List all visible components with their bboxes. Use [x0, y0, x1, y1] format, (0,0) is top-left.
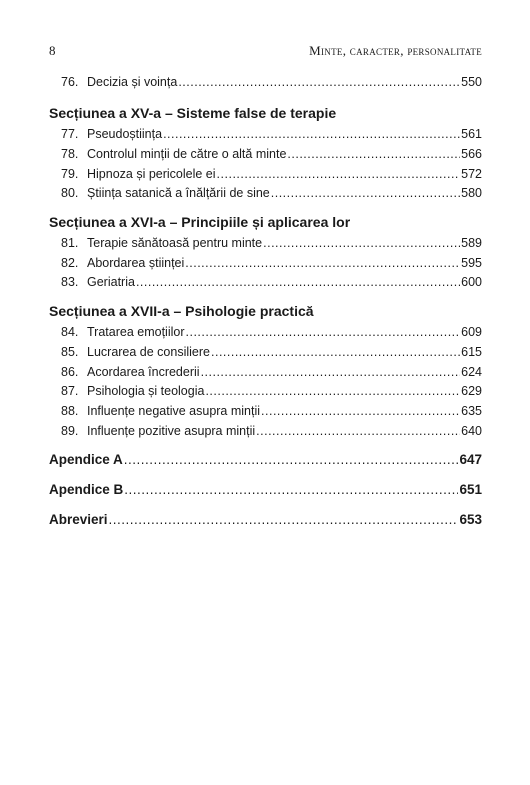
- toc-entry-number: 76.: [61, 75, 79, 89]
- toc-entry-83[interactable]: [61, 273, 482, 291]
- toc-entry-title: Acordarea încrederii: [87, 365, 200, 379]
- toc-entry-title: Lucrarea de consiliere: [87, 345, 210, 359]
- toc-entry-title: Influențe pozitive asupra minții: [87, 424, 256, 438]
- page-header: [49, 43, 482, 59]
- section-heading-xv[interactable]: Secțiunea a XV-a – Sisteme false de terapie: [49, 105, 337, 121]
- toc-entry-title: Pseudoștiința: [87, 127, 163, 141]
- toc-entry-page: 624: [461, 365, 482, 379]
- leader-dots: [201, 363, 461, 381]
- toc-entry-page: 572: [461, 167, 482, 181]
- toc-entry-81[interactable]: [61, 234, 482, 252]
- toc-entry-number: 89.: [61, 424, 79, 438]
- leader-dots: [124, 481, 458, 499]
- toc-entry-number: 78.: [61, 147, 79, 161]
- toc-entry-76[interactable]: [61, 73, 482, 91]
- toc-entry-page: 651: [459, 482, 482, 497]
- toc-entry-title: Psihologia și teologia: [87, 384, 205, 398]
- leader-dots: [185, 254, 460, 272]
- toc-entry-page: 600: [461, 275, 482, 289]
- toc-entry-number: 87.: [61, 384, 79, 398]
- section-heading-xvi[interactable]: Secțiunea a XVI-a – Principiile și aplicarea lor: [49, 214, 351, 230]
- toc-entry-page: 635: [461, 404, 482, 418]
- toc-entry-page: 615: [461, 345, 482, 359]
- toc-entry-number: 85.: [61, 345, 79, 359]
- toc-entry-77[interactable]: [61, 125, 482, 143]
- toc-entry-80[interactable]: [61, 184, 482, 202]
- toc-entry-page: 589: [461, 236, 482, 250]
- toc-entry-page: 640: [461, 424, 482, 438]
- section-heading-xvii[interactable]: Secțiunea a XVII-a – Psihologie practică: [49, 303, 314, 319]
- toc-entry-79[interactable]: [61, 165, 482, 183]
- toc-entry-89[interactable]: [61, 422, 482, 440]
- toc-entry-page: 550: [461, 75, 482, 89]
- toc-appendix-a[interactable]: [49, 451, 482, 469]
- toc-entry-88[interactable]: [61, 402, 482, 420]
- toc-entry-title: Apendice B: [49, 482, 124, 497]
- toc-entry-87[interactable]: [61, 382, 482, 400]
- running-head: Minte, caracter, personalitate: [309, 43, 482, 58]
- toc-entry-78[interactable]: [61, 145, 482, 163]
- leader-dots: [271, 184, 460, 202]
- toc-entry-title: Știința satanică a înălțării de sine: [87, 186, 270, 200]
- leader-dots: [205, 382, 460, 400]
- toc-entry-page: 580: [461, 186, 482, 200]
- toc-entry-page: 561: [461, 127, 482, 141]
- toc-entry-title: Apendice A: [49, 452, 123, 467]
- toc-entry-number: 79.: [61, 167, 79, 181]
- toc-entry-number: 88.: [61, 404, 79, 418]
- toc-appendix-b[interactable]: [49, 481, 482, 499]
- toc-entry-title: Decizia și voința: [87, 75, 178, 89]
- toc-entry-title: Abordarea științei: [87, 256, 185, 270]
- leader-dots: [256, 422, 460, 440]
- toc-abbreviations[interactable]: [49, 511, 482, 529]
- toc-entry-84[interactable]: [61, 323, 482, 341]
- toc-entry-title: Terapie sănătoasă pentru minte: [87, 236, 263, 250]
- leader-dots: [109, 511, 459, 529]
- toc-entry-number: 84.: [61, 325, 79, 339]
- page-number: 8: [49, 43, 56, 58]
- leader-dots: [163, 125, 460, 143]
- toc-entry-title: Hipnoza și pericolele ei: [87, 167, 216, 181]
- toc-entry-number: 83.: [61, 275, 79, 289]
- toc-entry-page: 595: [461, 256, 482, 270]
- leader-dots: [124, 451, 459, 469]
- toc-entry-number: 80.: [61, 186, 79, 200]
- toc-entry-86[interactable]: [61, 363, 482, 381]
- toc-entry-page: 653: [459, 512, 482, 527]
- toc-entry-title: Tratarea emoțiilor: [87, 325, 185, 339]
- toc-entry-82[interactable]: [61, 254, 482, 272]
- toc-entry-title: Geriatria: [87, 275, 135, 289]
- toc-entry-number: 86.: [61, 365, 79, 379]
- leader-dots: [178, 73, 460, 91]
- toc-entry-title: Abrevieri: [49, 512, 108, 527]
- leader-dots: [211, 343, 460, 361]
- toc-entry-title: Controlul minții de către o altă minte: [87, 147, 287, 161]
- toc-entry-number: 81.: [61, 236, 79, 250]
- leader-dots: [186, 323, 461, 341]
- leader-dots: [217, 165, 461, 183]
- toc-entry-number: 82.: [61, 256, 79, 270]
- toc-entry-title: Influențe negative asupra minții: [87, 404, 261, 418]
- toc-entry-page: 647: [459, 452, 482, 467]
- leader-dots: [261, 402, 460, 420]
- toc-entry-85[interactable]: [61, 343, 482, 361]
- toc-entry-page: 629: [461, 384, 482, 398]
- leader-dots: [287, 145, 460, 163]
- toc-entry-page: 609: [461, 325, 482, 339]
- leader-dots: [136, 273, 460, 291]
- toc-entry-page: 566: [461, 147, 482, 161]
- leader-dots: [263, 234, 460, 252]
- toc-entry-number: 77.: [61, 127, 79, 141]
